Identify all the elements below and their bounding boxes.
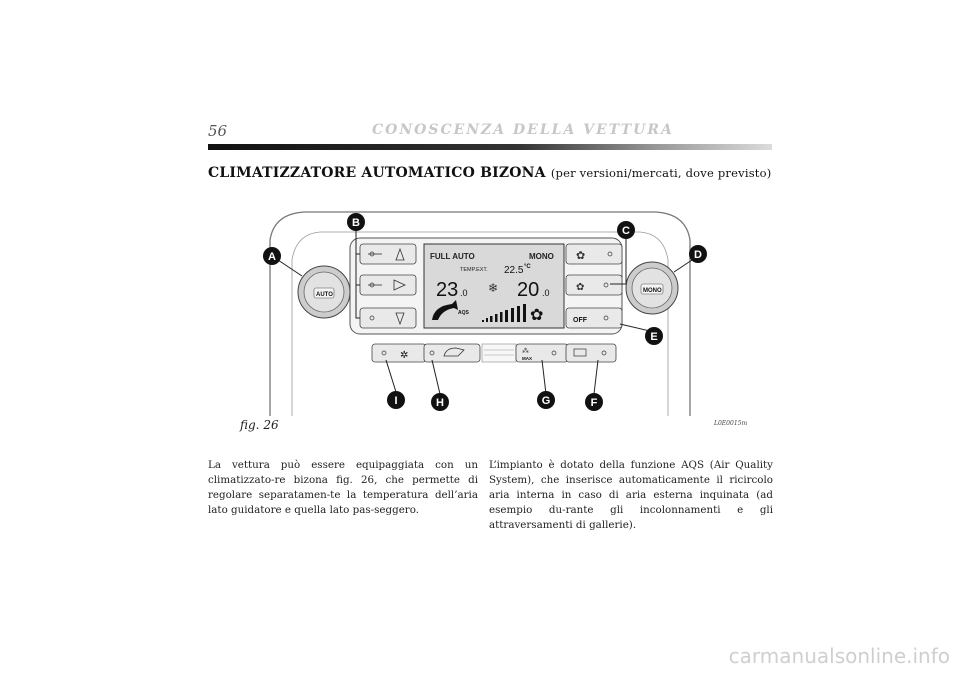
callout-i: I <box>394 395 398 407</box>
center-vent <box>482 344 516 362</box>
auto-knob-label: AUTO <box>316 292 333 298</box>
full-auto-label: FULL AUTO <box>430 252 475 261</box>
callout-c: C <box>622 225 630 237</box>
max-label: MAX <box>522 356 532 361</box>
figure-code: L0E0015m <box>714 420 748 427</box>
mono-knob[interactable] <box>626 262 678 314</box>
svg-text:✿: ✿ <box>576 282 585 293</box>
right-temp-dec: .0 <box>542 288 550 298</box>
mono-display-label: MONO <box>529 252 554 261</box>
left-button-stack[interactable] <box>360 244 416 328</box>
heading-subtitle: (per versioni/mercati, dove previsto) <box>550 166 772 180</box>
auto-knob[interactable] <box>298 266 350 318</box>
page-number: 56 <box>208 122 228 140</box>
callout-e: E <box>650 331 658 343</box>
callout-f: F <box>590 397 598 409</box>
aqs-label: AQS <box>458 310 469 316</box>
temp-ext-label: TEMP.EXT. <box>460 267 488 273</box>
callout-h: H <box>436 397 444 409</box>
callout-g: G <box>541 395 551 407</box>
svg-text:⁂: ⁂ <box>522 348 529 355</box>
svg-text:✲: ✲ <box>400 350 409 361</box>
body-text-right: L’impianto è dotato della funzione AQS (Air Quality System), che inserisce automaticamente il ricircolo aria interna in caso di aria esterna inquinata (ad esempio du-rante gli incolonnamenti e gli attraversamenti di gallerie). <box>489 459 773 531</box>
temp-ext-value: 22.5 <box>504 265 524 276</box>
snowflake-icon: ❄ <box>488 281 499 295</box>
header-rule <box>208 144 772 150</box>
callout-d: D <box>694 249 702 261</box>
temp-unit: °C <box>524 264 531 270</box>
watermark: carmanualsonline.info <box>728 644 950 668</box>
left-temp-int: 23 <box>436 279 459 301</box>
body-text-left: La vettura può essere equipaggiata con un climatizzato-re bizona fig. 26, che permette di regolare separatamen-te la temperatura dell’aria lato guidatore e quella lato pas-seggero. <box>208 459 478 516</box>
lower-button-row[interactable] <box>372 344 616 362</box>
climate-control-figure <box>260 200 700 416</box>
fan-icon: ✿ <box>530 307 544 324</box>
right-button-stack[interactable] <box>566 244 622 328</box>
section-title: CONOSCENZA DELLA VETTURA <box>372 122 674 138</box>
mono-knob-label: MONO <box>643 288 662 294</box>
left-temp-dec: .0 <box>460 288 468 298</box>
callout-a: A <box>268 251 276 263</box>
right-temp-int: 20 <box>517 279 540 301</box>
main-heading <box>208 165 771 181</box>
off-label: OFF <box>573 317 587 324</box>
heading-title: CLIMATIZZATORE AUTOMATICO BIZONA <box>208 165 546 181</box>
figure-caption: fig. 26 <box>240 418 279 432</box>
svg-text:✿: ✿ <box>576 250 586 262</box>
callout-b: B <box>352 217 360 229</box>
